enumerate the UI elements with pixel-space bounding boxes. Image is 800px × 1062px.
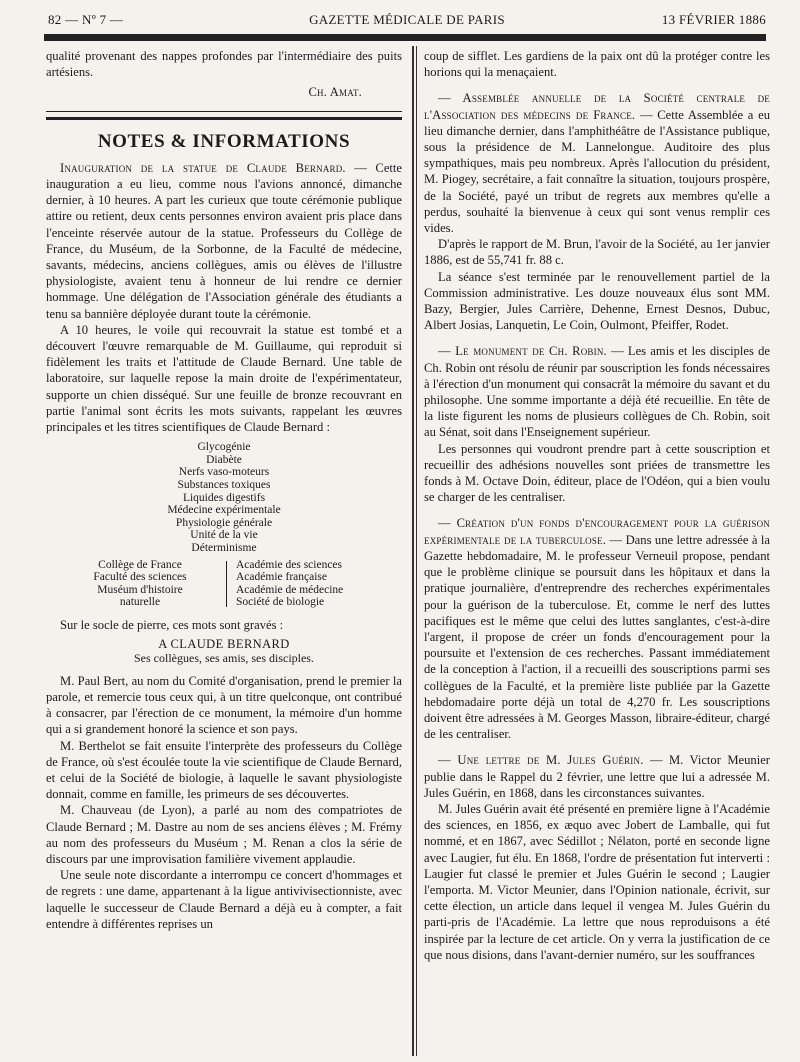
- article-claude-bernard: [46, 160, 402, 322]
- page-header: [48, 12, 766, 34]
- left-column: [46, 48, 402, 1056]
- article-heading: — Assemblée annuelle de la Société centrale de l'Association des médecins de France.: [424, 91, 770, 122]
- paragraph: M. Jules Guérin avait été présenté en première ligne à l'Académie des sciences, en 1856, ex æquo avec Jobert de Lamballe, qui fut nommé, et en 1867, avec Sédillot ; Nélaton, porté en seconde ligne avec Laugier, fut élu. En 1868, l'ordre de présentation fut interverti : Laugier fut classé le premier et Jules Guérin le second ; Laugier l'emporta. M. Victor Meunier, dans l'Opinion nationale, écrivit, sur cette élection, un article dans lequel il vengea M. Jules Guérin du parti-pris de l'Académie. La lettre que nous reproduisons a été inspirée par la lecture de cet article. On y verra la justification de ce que nous disions, dans l'avant-dernier numéro, sur les souffrances: [424, 801, 770, 962]
- article-assemblee: [424, 90, 770, 236]
- work-item: Diabète: [206, 453, 242, 466]
- section-separator: [46, 111, 402, 120]
- paragraph: M. Paul Bert, au nom du Comité d'organisation, prend le premier la parole, et remercie tous ceux qui, à un titre quelconque, ont contribué à consacrer, par l'érection de ce monument, la mémoire d'un homme qui a si grandement honoré la science et son pays.: [46, 673, 402, 737]
- paragraph: M. Chauveau (de Lyon), a parlé au nom des compatriotes de Claude Bernard ; M. Dastre au nom de ses anciens élèves ; M. Frémy au nom des professeurs du Muséum ; M. Renan a clos la série de discours par une improvisation familière vivement applaudie.: [46, 803, 402, 867]
- work-item: Médecine expérimentale: [167, 504, 281, 517]
- page-number: 82 — Nº 7 —: [48, 12, 124, 27]
- paragraph: Les personnes qui voudront prendre part à cette souscription et recueillir des adhésions nouvelles sont priées de transmettre les fonds à M. Octave Doin, éditeur, place de l'Odéon, qui a bien voulu se charger de les centraliser.: [424, 441, 770, 505]
- titles-divider: [226, 561, 227, 607]
- header-rule: [44, 34, 766, 41]
- works-list: [46, 441, 402, 554]
- work-item: Nerfs vaso-moteurs: [178, 466, 270, 479]
- paragraph: Sur le socle de pierre, ces mots sont gravés :: [60, 617, 284, 632]
- work-item: Liquides digestifs: [182, 491, 266, 504]
- inscription: [46, 637, 402, 665]
- article-body: — M. Victor Meunier publie dans le Rappel du 2 février, une lettre que lui a adressée M. Jules Guérin, en 1868, dans les circonstances suivantes.: [424, 753, 770, 800]
- paragraph: La séance s'est terminée par le renouvellement partiel de la Commission administrative. Les douze nouveaux élus sont MM. Bazy, Bergier, Jules Carrière, Dehenne, Ernest Desnos, Dubuc, Albert Josias, Lanquetin, Le Coin, Oulmont, Pfeiffer, Rodet.: [424, 269, 770, 333]
- article-tuberculose: [424, 515, 770, 742]
- work-item: Déterminisme: [191, 542, 257, 555]
- column-divider: [412, 46, 414, 1056]
- titles-left: [60, 559, 220, 609]
- article-heading: Inauguration de la statue de Claude Bernard.: [60, 160, 346, 175]
- titles-right: [236, 559, 396, 609]
- article-body: — Cette inauguration a eu lieu, comme nous l'avions annoncé, dimanche dernier, à 10 heures. A part les curieux que toute cérémonie publique attire ou retient, deux cents personnes environ avaient pris place dans l'enceinte réservée autour de la statue. Professeurs du Collège de France, du Muséum, de la Sorbonne, de la Faculté de médecine, savants, médecins, anciens collègues, amis ou élèves de l'illustre physiologiste, avaient tenu à honneur de lui rendre ce dernier hommage. Une délégation de l'Association générale des étudiants a tenu sa bannière déployée durant toute la cérémonie.: [46, 160, 402, 321]
- article-guerin: [424, 752, 770, 801]
- inscription-line: A CLAUDE BERNARD: [158, 636, 290, 651]
- section-title: NOTES & INFORMATIONS: [97, 130, 351, 152]
- article-body: — Les amis et les disciples de Ch. Robin ont résolu de réunir par souscription les fonds nécessaires à l'érection d'un monument qui consacrât la mémoire du savant et du philosophe. Une somme importante a déjà été recueillie. En tête de la liste figurent les noms de plusieurs collègues de Ch. Robin, soit au Sénat, soit dans l'Enseignement supérieur.: [424, 344, 770, 440]
- inscription-line: Ses collègues, ses amis, ses disciples.: [134, 650, 314, 665]
- right-column: [424, 48, 770, 1056]
- title-item: naturelle: [119, 596, 161, 609]
- paragraph: Une seule note discordante a interrompu ce concert d'hommages et de regrets : une dame, appartenant à la ligue antivivisectionniste, avec laquelle le successeur de Claude Bernard a déjà eu à compter, a fait entendre à différentes reprises un: [46, 868, 402, 931]
- work-item: Glycogénie: [197, 441, 251, 454]
- title-item: Académie des sciences: [236, 558, 343, 571]
- title-item: Académie française: [236, 571, 327, 584]
- work-item: Unité de la vie: [190, 529, 258, 542]
- journal-title: GAZETTE MÉDICALE DE PARIS: [309, 12, 505, 27]
- titles-list: [46, 559, 402, 611]
- issue-date: 13 FÉVRIER 1886: [661, 12, 766, 27]
- work-item: Physiologie générale: [175, 516, 273, 529]
- work-item: Substances toxiques: [177, 479, 271, 492]
- article-heading: — Création d'un fonds d'encouragement pour la guérison expérimentale de la tuberculose.: [424, 516, 770, 547]
- article-robin: [424, 343, 770, 440]
- paragraph: coup de sifflet. Les gardiens de la paix ont dû la protéger contre les horions qui la menaçaient.: [424, 49, 770, 80]
- title-item: Faculté des sciences: [93, 571, 187, 584]
- intro-paragraph: qualité provenant des nappes profondes par l'intermédiaire des puits artésiens.: [46, 49, 402, 80]
- article-body: — Dans une lettre adressée à la Gazette hebdomadaire, M. le professeur Verneuil propose, pendant que le problème clinique se poursuit dans les hôpitaux et dans la pratique journalière, d'entreprendre des recherches expérimentales pour la guérison de la tuberculose. Et, comme le nerf des luttes pacifiques est le même que celui des luttes sanglantes, c'est-à-dire l'argent, il propose de créer un fonds d'encouragement pour la poursuite et l'extension de ces recherches. Passant immédiatement de la conception à l'action, il a recueilli des souscriptions parmi ses collègues de la Faculté, et la première liste publiée par la Gazette hebdomadaire porte déjà un total de 4,270 fr. Les souscriptions doivent être adressées à M. Georges Masson, libraire-éditeur, chargé de les centraliser.: [424, 532, 770, 742]
- author-signature: Ch. Amat.: [308, 85, 362, 100]
- paragraph: A 10 heures, le voile qui recouvrait la statue est tombé et a découvert l'œuvre remarquable de M. Guillaume, qui reproduit si fidèlement les traits et l'attitude de Claude Bernard. Une table de laboratoire, sur laquelle repose la main droite de l'expérimentateur, supporte un chien disséqué. Sur une feuille de bronze recouvrant en partie l'animal sont écrits les mots suivants, rappelant les œuvres principales et les titres scientifiques de Claude Bernard :: [46, 322, 402, 435]
- title-item: Collège de France: [98, 558, 182, 571]
- column-divider-thin: [416, 46, 417, 1056]
- article-body: — Cette Assemblée a eu lieu dimanche dernier, dans l'amphithéâtre de l'Assistance publique, sous la présidence de M. Lannelongue. Auditoire des plus sympathiques, mais peu nombreux. Après l'allocution du président, M. Piogey, secrétaire, a fait connaître la situation, toujours prospère, de la Société, payé un tribut de regrets aux membres qu'elle a perdus, souhaité la bienvenue à ceux qui sont venus remplir ces vides.: [424, 107, 770, 236]
- title-item: Société de biologie: [236, 596, 325, 609]
- paragraph: M. Berthelot se fait ensuite l'interprète des professeurs du Collège de France, où s'est écoulée toute la vie scientifique de Claude Bernard, et celui de la Société de biologie, à laquelle le savant physiologiste donnait, comme en famille, les primeurs de ses découvertes.: [46, 738, 402, 802]
- article-heading: — Le monument de Ch. Robin.: [438, 344, 607, 359]
- article-heading: — Une lettre de M. Jules Guérin.: [438, 753, 644, 768]
- title-item: Muséum d'histoire: [97, 583, 183, 596]
- paragraph: D'après le rapport de M. Brun, l'avoir de la Société, au 1er janvier 1886, est de 55,741 fr. 88 c.: [424, 237, 770, 268]
- title-item: Académie de médecine: [236, 583, 344, 596]
